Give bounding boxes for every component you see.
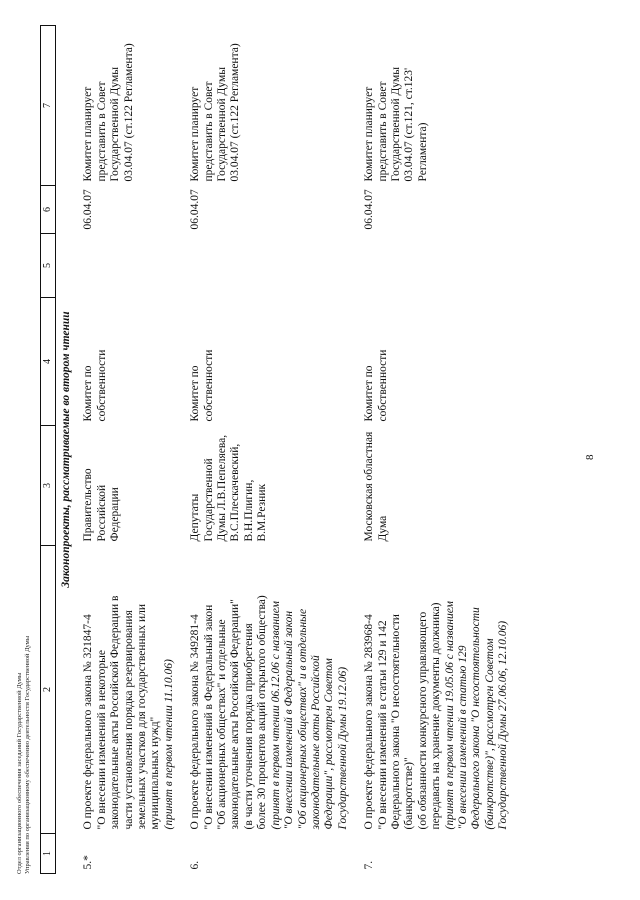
bill-title-line: "О внесении изменений в Федеральный закон — [202, 604, 215, 830]
bill-title-line: Государственной Думы 27.06.06, 12.10.06) — [497, 620, 510, 830]
responsible-committee: Комитет по собственности — [189, 349, 215, 422]
column-header: 1 — [41, 834, 56, 874]
bill-title-line: Государственной Думы 19.12.06) — [336, 666, 349, 830]
section-title-row — [56, 26, 80, 874]
row-number: 7. — [363, 860, 376, 870]
table-row — [360, 26, 520, 874]
bill-author: Московская областная Дума — [363, 431, 389, 542]
bill-title-line: (банкротстве)", рассмотрен Советом — [483, 638, 496, 830]
bill-title-line: (в части уточнения порядка приобретения — [242, 623, 255, 830]
bill-title-line: муниципальных нужд" — [149, 716, 162, 830]
bill-title-line: передавать на хранение документы должника) — [430, 602, 443, 830]
table-row — [79, 26, 186, 874]
bill-title-line: "О внесении изменений в Федеральный закон — [283, 610, 296, 830]
column-header: 3 — [41, 426, 56, 546]
bill-title-line: О проекте федерального закона № 283968-4 — [363, 614, 376, 830]
bill-title-line: Федерации", рассмотрен Советом — [323, 658, 336, 830]
bill-title-line: (банкротстве)" — [403, 757, 416, 830]
bill-title-line: части установления порядка резервирования — [122, 610, 135, 830]
bill-title-line: О проекте федерального закона № 321847-4 — [82, 614, 95, 830]
row-number: 6. — [189, 860, 202, 870]
bill-author: Депутаты Государственной Думы Л.В.Пепеляева, В.С.Плескачевский, В.Н.Плигин, В.М.Резник — [189, 434, 269, 542]
bill-title-line: (принят в первом чтении 06.12.06 с названием — [269, 601, 282, 830]
bill-title-line: (об обязанности конкурсного управляющего — [416, 611, 429, 830]
bill-title-line: законодательные акты Российской Федерации" — [229, 599, 242, 830]
bill-title-line: "О внесении изменений в статью 129 — [456, 645, 469, 830]
bill-title-line: более 30 процентов акций открытого общества) — [256, 595, 269, 830]
bill-title — [79, 546, 186, 834]
bill-title-line: (принят в первом чтении 11.10.06) — [162, 659, 175, 830]
column-5-cell — [186, 234, 360, 298]
column-header: 4 — [41, 298, 56, 426]
footer-line: Управления по организационному обеспечению деятельности Государственной Думы — [24, 635, 31, 874]
agenda-table — [40, 25, 521, 874]
bill-title-line: "О внесении изменений в статьи 129 и 142 — [376, 620, 389, 830]
bill-title-line: земельных участков для государственных или — [136, 603, 149, 830]
bill-title-line: Федерального закона "О несостоятельности — [389, 614, 402, 830]
date-cell: 06.04.07 — [189, 189, 202, 230]
bill-title-line: "Об акционерных обществах" и отдельные — [216, 619, 229, 830]
bill-title-line: О проекте федерального закона № 349281-4 — [189, 614, 202, 830]
bill-title-line: законодательные акты Российской — [309, 655, 322, 830]
responsible-committee: Комитет по собственности — [82, 349, 108, 422]
note-cell: Комитет планирует представить в Совет Государственной Думы 03.04.07 (ст.122 Регламента) — [82, 43, 135, 182]
column-header: 2 — [41, 546, 56, 834]
row-number: 5.* — [82, 855, 95, 870]
date-cell: 06.04.07 — [363, 189, 376, 230]
date-cell: 06.04.07 — [82, 189, 95, 230]
bill-title-line: "О внесении изменений в некоторые — [95, 650, 108, 830]
bill-title — [186, 546, 360, 834]
bill-title-line: (принят в первом чтении 19.05.06 с названием — [443, 601, 456, 830]
page-number: 8 — [584, 454, 596, 460]
column-header: 5 — [41, 234, 56, 298]
bill-author: Правительство Российской Федерации — [82, 468, 122, 542]
bill-title — [360, 546, 520, 834]
column-header-row — [41, 26, 56, 874]
note-cell: Комитет планирует представить в Совет Государственной Думы 03.04.07 (ст.122 Регламента) — [189, 43, 242, 182]
responsible-committee: Комитет по собственности — [363, 349, 389, 422]
footer-line: Отдел организационного обеспечения заседаний Государственной Думы — [16, 672, 23, 874]
column-5-cell — [79, 234, 186, 298]
column-5-cell — [360, 234, 520, 298]
bill-title-line: законодательные акты Российской Федерации в — [109, 595, 122, 830]
column-header: 7 — [41, 26, 56, 186]
section-title: Законопроекты, рассматриваемые во втором чтении — [60, 311, 72, 588]
note-cell: Комитет планирует представить в Совет Государственной Думы 03.04.07 (ст.121, ст.123' Регламента) — [363, 67, 429, 182]
bill-title-line: "Об акционерных обществах" и в отдельные — [296, 608, 309, 830]
table-row — [186, 26, 360, 874]
column-header: 6 — [41, 186, 56, 234]
bill-title-line: Федерального закона "О несостоятельности — [470, 607, 483, 830]
footer — [16, 636, 32, 874]
